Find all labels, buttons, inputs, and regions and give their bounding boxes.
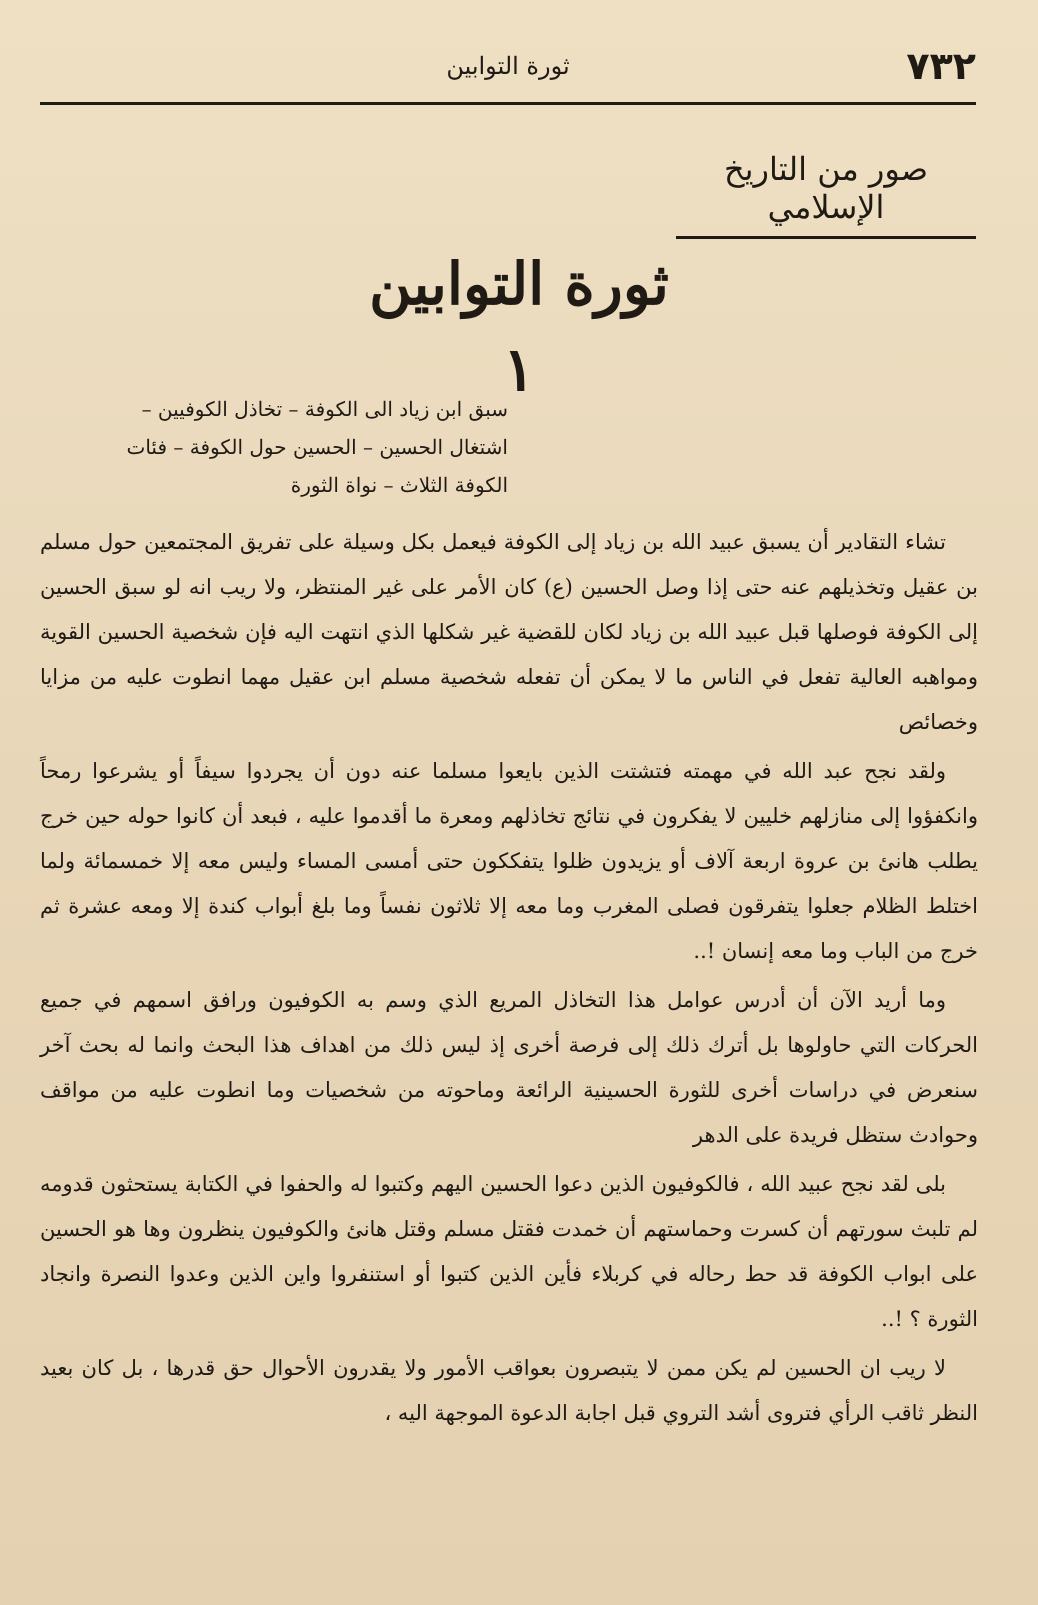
summary-line: اشتغال الحسين – الحسين حول الكوفة – فئات [126, 435, 508, 459]
paragraph: بلى لقد نجح عبيد الله ، فالكوفيون الذين دعوا الحسين اليهم وكتبوا له والحفوا في الكتابة يستحثون قدومه لم تلبث سورتهم أن كسرت وحماستهم أن خمدت فقتل مسلم وقتل هانئ والكوفيون ينظرون وها هو الحسين على ابواب الكوفة قد حط رحاله في كربلاء فأين الذين كتبوا أو استنفروا واين الذين وعدوا النصرة وانجاد الثورة ؟ !.. [40, 1172, 978, 1331]
article-title: ثورة التوابين [369, 250, 669, 318]
body-text [40, 520, 978, 1440]
paragraph: لا ريب ان الحسين لم يكن ممن لا يتبصرون بعواقب الأمور ولا يقدرون الأحوال حق قدرها ، بل كان بعيد النظر ثاقب الرأي فتروى أشد التروي قبل اجابة الدعوة الموجهة اليه ، [40, 1356, 978, 1425]
running-title: ثورة التوابين [446, 52, 570, 80]
paragraph: تشاء التقادير أن يسبق عبيد الله بن زياد إلى الكوفة فيعمل بكل وسيلة على تفريق المجتمعين حول مسلم بن عقيل وتخذيلهم عنه حتى إذا وصل الحسين (ع) كان الأمر على غير المنتظر، ولا ريب انه لو سبق الحسين إلى الكوفة فوصلها قبل عبيد الله بن زياد لكان للقضية غير شكلها الذي انتهت اليه فإن شخصية الحسين القوية ومواهبه العالية تفعل في الناس ما لا يمكن أن تفعله شخصية مسلم ابن عقيل مهما انطوت عليه من مزايا وخصائص [40, 530, 978, 734]
part-number: ١ [502, 335, 536, 405]
page-header [40, 38, 976, 98]
paragraph: وما أريد الآن أن أدرس عوامل هذا التخاذل المريع الذي وسم به الكوفيون ورافق اسمهم في جميع الحركات التي حاولوها بل أترك ذلك إلى فرصة أخرى إذ ليس ذلك من اهداف هذا البحث وانما له بحث آخر سنعرض في دراسات أخرى للثورة الحسينية الرائعة وماحوته من شخصيات وما انطوت عليه من مواقف وحوادث ستظل فريدة على الدهر [40, 988, 978, 1147]
series-title: صور من التاريخ الإسلامي [676, 150, 976, 239]
paragraph: ولقد نجح عبد الله في مهمته فتشتت الذين بايعوا مسلما عنه دون أن يجردوا سيفاً أو يشرعوا رمحاً وانكفؤوا إلى منازلهم خليين لا يفكرون في نتائج تخاذلهم ومعرة ما أقدموا عليه ، فبعد أن كانوا حوله حين خرج يطلب هانئ بن عروة اربعة آلاف أو يزيدون ظلوا يتفككون حتى أمسى المساء وليس معه إلا خمسمائة ولما اختلط الظلام جعلوا يتفرقون فصلى المغرب وما معه إلا ثلاثون نفساً وما بلغ أبواب كندة إلا ومعه عشرة ثم خرج من الباب وما معه إنسان !.. [40, 759, 978, 963]
chapter-summary [38, 390, 508, 504]
summary-line: سبق ابن زياد الى الكوفة – تخاذل الكوفيين – [141, 397, 508, 421]
summary-line: الكوفة الثلاث – نواة الثورة [290, 473, 508, 497]
page-number: ٧٣٢ [906, 44, 976, 88]
header-divider [40, 102, 976, 105]
